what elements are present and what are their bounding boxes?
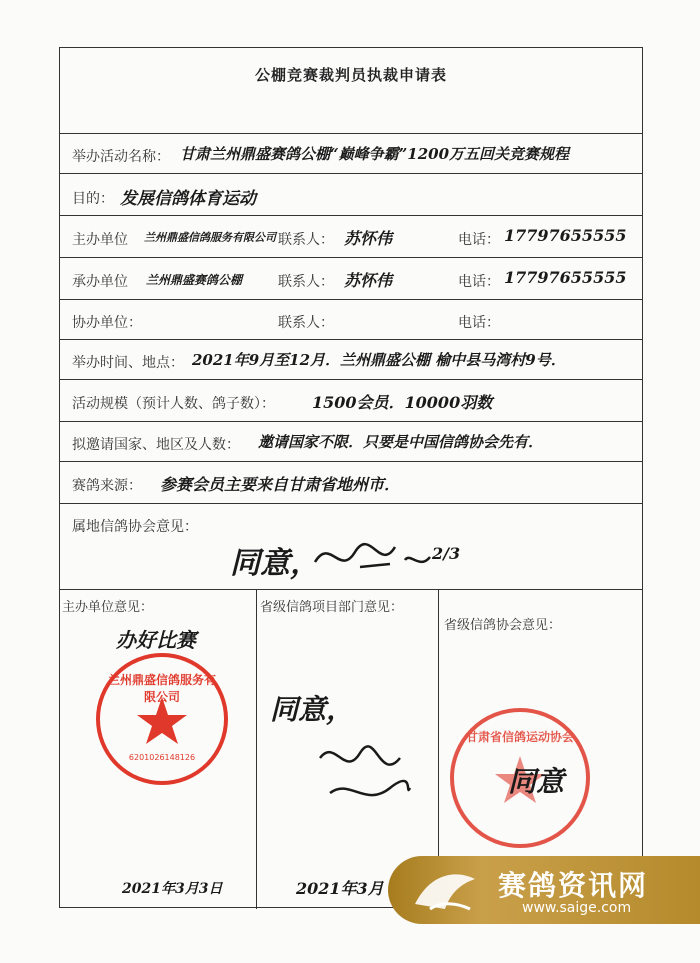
host-contact: 苏怀伟 — [344, 229, 393, 248]
provincial-dept-value: 同意， — [270, 693, 355, 726]
title-row — [60, 48, 642, 134]
host-phone-label: 电话： — [458, 232, 500, 248]
watermark-url: www.saige.com — [522, 900, 632, 916]
time-place-row — [60, 340, 642, 380]
pigeon-logo-icon — [410, 864, 480, 916]
scale-label: 活动规模（预计人数、鸽子数）： — [72, 396, 275, 412]
local-assoc-date: 2/3 — [432, 544, 461, 563]
time-place-label: 举办时间、地点： — [72, 355, 184, 371]
organizer-row — [60, 258, 642, 300]
co-organizer-row — [60, 300, 642, 340]
source-row — [60, 462, 642, 504]
invite-value: 邀请国家不限．只要是中国信鸽协会先有． — [258, 433, 544, 451]
provincial-assoc-label: 省级信鸽协会意见： — [444, 618, 562, 633]
watermark-name: 赛鸽资讯网 — [498, 869, 649, 902]
provincial-stamp-text: 甘肃省信鸽运动协会 — [465, 730, 574, 744]
host-stamp-number: 6201026148126 — [128, 753, 196, 762]
form-title: 公棚竞赛裁判员执裁申请表 — [254, 66, 447, 84]
time-place-value: 2021年9月至12月．兰州鼎盛公棚 榆中县马湾村9号． — [192, 351, 566, 369]
organizer-phone: 17797655555 — [504, 268, 627, 287]
invite-row — [60, 422, 642, 462]
host-stamp-text: 兰州鼎盛信鸽服务有限公司 — [107, 673, 216, 704]
local-assoc-signature — [310, 532, 440, 582]
provincial-dept-signature — [310, 738, 420, 818]
host-value: 兰州鼎盛信鸽服务有限公司 — [144, 231, 276, 244]
scale-value: 1500会员．10000羽数 — [312, 393, 493, 412]
invite-label: 拟邀请国家、地区及人数： — [72, 437, 240, 453]
host-phone: 17797655555 — [504, 226, 627, 245]
form-table — [59, 47, 643, 908]
co-organizer-phone-label: 电话： — [458, 315, 500, 331]
purpose-value: 发展信鸽体育运动 — [120, 189, 256, 209]
host-contact-label: 联系人： — [278, 232, 334, 248]
organizer-value: 兰州鼎盛赛鸽公棚 — [146, 273, 243, 287]
purpose-row — [60, 174, 642, 216]
co-organizer-contact-label: 联系人： — [278, 315, 334, 331]
host-opinion-date: 2021年3月3日 — [122, 881, 223, 897]
purpose-label: 目的： — [72, 191, 114, 207]
organizer-phone-label: 电话： — [458, 274, 500, 290]
local-assoc-row — [60, 504, 642, 590]
column-divider-1 — [256, 590, 257, 909]
saige-watermark — [388, 856, 700, 924]
organizer-contact: 苏怀伟 — [344, 271, 393, 290]
host-label: 主办单位 — [72, 232, 128, 248]
provincial-dept-label: 省级信鸽项目部门意见： — [260, 600, 404, 615]
source-label: 赛鸽来源： — [72, 478, 142, 494]
event-value: 甘肃兰州鼎盛赛鸽公棚“巅峰争霸”1200万五回关竞赛规程 — [180, 145, 570, 163]
host-opinion-label: 主办单位意见： — [62, 600, 154, 615]
event-row — [60, 134, 642, 174]
local-assoc-value: 同意， — [230, 546, 320, 581]
host-company-stamp — [96, 653, 228, 785]
organizer-contact-label: 联系人： — [278, 274, 334, 290]
co-organizer-label: 协办单位： — [72, 315, 142, 331]
scale-row — [60, 380, 642, 422]
provincial-assoc-value: 同意 — [508, 765, 565, 798]
organizer-label: 承办单位 — [72, 274, 128, 290]
source-value: 参赛会员主要来自甘肃省地州市． — [160, 475, 401, 494]
local-assoc-label: 属地信鸽协会意见： — [72, 519, 198, 535]
host-opinion-value: 办好比赛 — [116, 628, 196, 652]
host-row — [60, 216, 642, 258]
provincial-dept-date: 2021年3月 — [296, 879, 384, 898]
event-label: 举办活动名称： — [72, 149, 170, 165]
